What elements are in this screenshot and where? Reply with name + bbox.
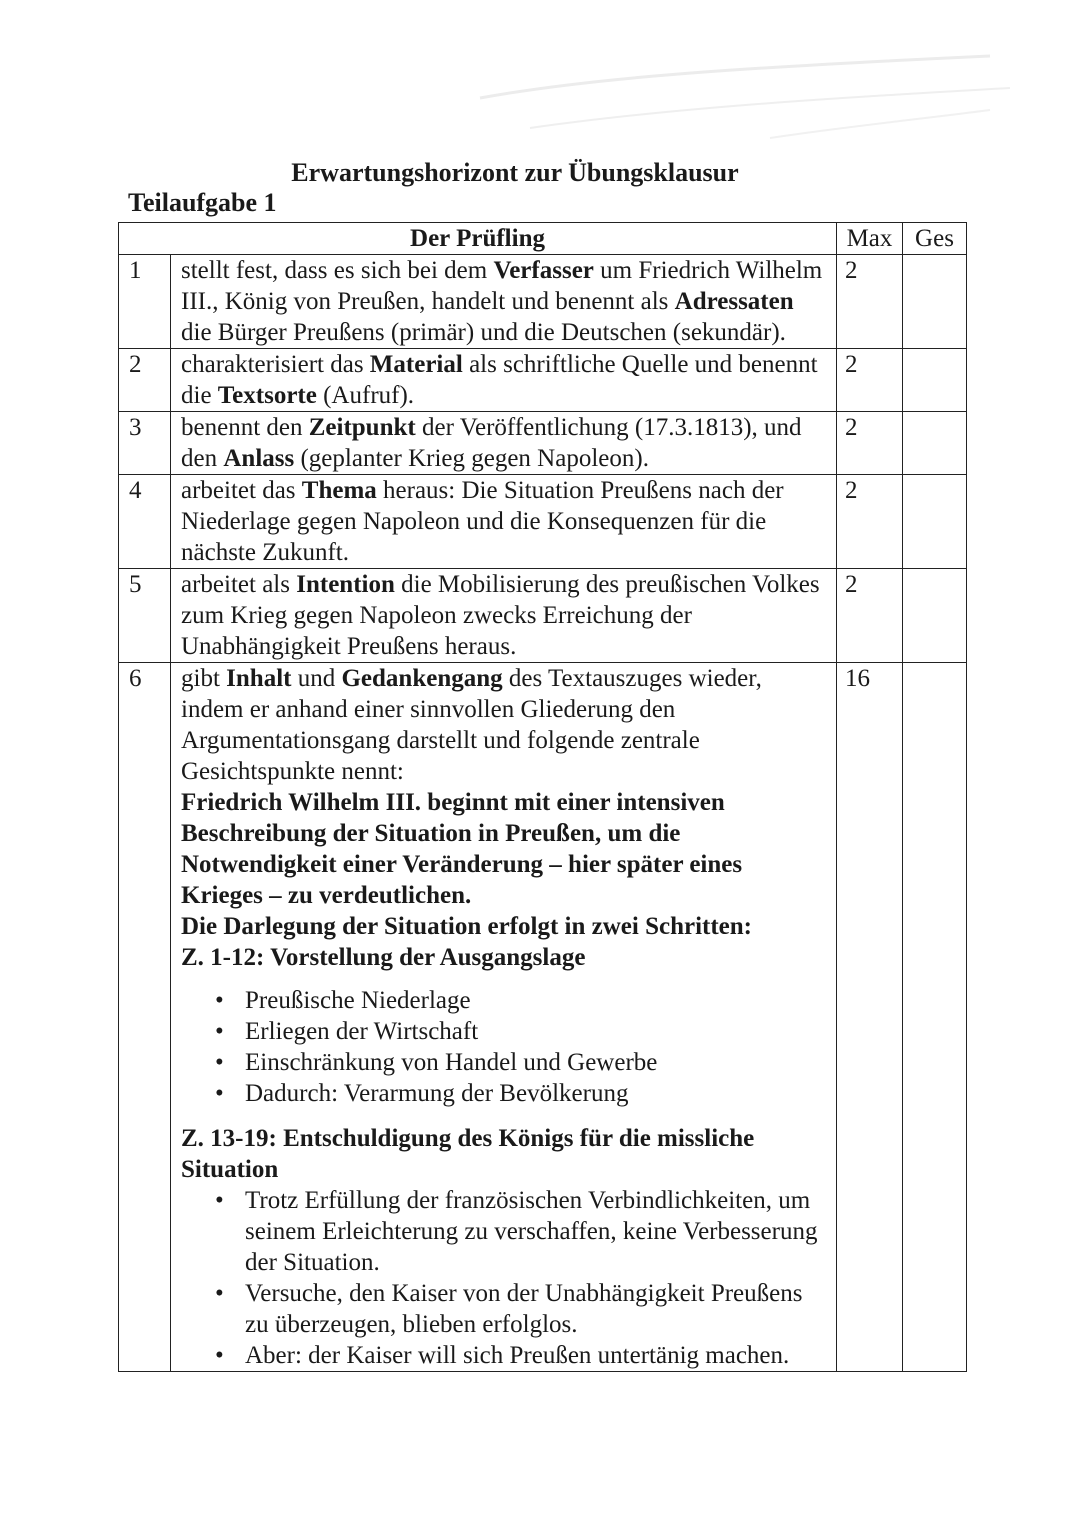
total-points-cell bbox=[903, 349, 967, 412]
text-segment: des Textauszuges wieder, indem er anhand einer sinnvollen Gliederung den Argumentationsgang darstellt und folgende zentrale Gesichtspunkte nennt: bbox=[181, 665, 762, 785]
table-row-6 bbox=[119, 663, 967, 1372]
total-points-cell bbox=[903, 475, 967, 569]
text-segment: als schriftliche Quelle und benennt die bbox=[181, 351, 818, 409]
row-number: 1 bbox=[119, 255, 171, 349]
row-content bbox=[171, 255, 837, 349]
row-number: 4 bbox=[119, 475, 171, 569]
section2-heading: Z. 13-19: Entschuldigung des Königs für die missliche Situation bbox=[181, 1125, 755, 1183]
table-header-row bbox=[119, 223, 967, 255]
bullet-point: • Aber: der Kaiser will sich Preußen untertänig machen. bbox=[245, 1340, 830, 1371]
subtask-title: Teilaufgabe 1 bbox=[128, 188, 277, 217]
row-content bbox=[171, 569, 837, 663]
document-title: Erwartungshorizont zur Übungsklausur bbox=[291, 158, 739, 187]
bold-keyword: Adressaten bbox=[674, 288, 794, 315]
table-row-2 bbox=[119, 349, 967, 412]
total-points-cell bbox=[903, 569, 967, 663]
text-segment: heraus: Die Situation Preußens nach der Niederlage gegen Napoleon und die Konsequenzen für die nächste Zukunft. bbox=[181, 477, 784, 566]
text-segment: die Mobilisierung des preußischen Volkes zum Krieg gegen Napoleon zwecks Erreichung der Unabhängigkeit Preußens heraus. bbox=[181, 571, 820, 660]
bold-keyword: Gedankengang bbox=[341, 665, 503, 692]
bold-keyword: Intention bbox=[296, 571, 395, 598]
faint-scan-marks bbox=[470, 38, 1030, 148]
text-segment: arbeitet als bbox=[181, 571, 297, 598]
table-row-4 bbox=[119, 475, 967, 569]
bold-keyword: Material bbox=[369, 351, 463, 378]
bold-steps: Die Darlegung der Situation erfolgt in zwei Schritten: bbox=[181, 913, 752, 940]
header-candidate: Der Prüfling bbox=[119, 223, 837, 255]
row-content bbox=[171, 412, 837, 475]
text-segment: der Veröffentlichung (17.3.1813), und den bbox=[181, 414, 802, 472]
text-segment: (geplanter Krieg gegen Napoleon). bbox=[294, 445, 649, 472]
bullet-point: • Preußische Niederlage bbox=[245, 985, 830, 1016]
section2-list bbox=[181, 1185, 830, 1371]
max-points: 2 bbox=[837, 412, 903, 475]
bold-keyword: Zeitpunkt bbox=[308, 414, 416, 441]
bullet-point: • Versuche, den Kaiser von der Unabhängigkeit Preußens zu überzeugen, blieben erfolglos. bbox=[245, 1278, 830, 1340]
max-points: 2 bbox=[837, 255, 903, 349]
bold-keyword: Thema bbox=[301, 477, 377, 504]
text-segment: charakterisiert das bbox=[181, 351, 370, 378]
bullet-point: • Einschränkung von Handel und Gewerbe bbox=[245, 1047, 830, 1078]
text-segment: benennt den bbox=[181, 414, 309, 441]
text-segment: gibt bbox=[181, 665, 227, 692]
bullet-point: • Trotz Erfüllung der französischen Verbindlichkeiten, um seinem Erleichterung zu verschaffen, keine Verbesserung der Situation. bbox=[245, 1185, 830, 1278]
text-segment: um Friedrich Wilhelm III., König von Preußen, handelt und benennt als bbox=[181, 257, 823, 315]
row-lead-text bbox=[181, 663, 830, 787]
table-row-1 bbox=[119, 255, 967, 349]
bold-keyword: Verfasser bbox=[493, 257, 594, 284]
row-content bbox=[171, 475, 837, 569]
max-points: 2 bbox=[837, 349, 903, 412]
row-number: 3 bbox=[119, 412, 171, 475]
header-ges: Ges bbox=[903, 223, 967, 255]
row-content bbox=[171, 663, 837, 1372]
text-segment: die Bürger Preußens (primär) und die Deutschen (sekundär). bbox=[181, 319, 786, 346]
header-max: Max bbox=[837, 223, 903, 255]
table-row-3 bbox=[119, 412, 967, 475]
bold-intro: Friedrich Wilhelm III. beginnt mit einer intensiven Beschreibung der Situation in Preußen, um die Notwendigkeit einer Veränderung – hier später eines Krieges – zu verdeutlichen. bbox=[181, 789, 743, 909]
bullet-point: • Dadurch: Verarmung der Bevölkerung bbox=[245, 1078, 830, 1109]
total-points-cell bbox=[903, 255, 967, 349]
expectation-table bbox=[118, 222, 967, 1372]
text-segment: (Aufruf). bbox=[316, 382, 415, 409]
text-segment: stellt fest, dass es sich bei dem bbox=[181, 257, 494, 284]
total-points-cell bbox=[903, 663, 967, 1372]
table-row-5 bbox=[119, 569, 967, 663]
bullet-point: • Erliegen der Wirtschaft bbox=[245, 1016, 830, 1047]
row-number: 5 bbox=[119, 569, 171, 663]
table-body bbox=[119, 255, 967, 1372]
section1-list bbox=[181, 985, 830, 1109]
max-points: 2 bbox=[837, 475, 903, 569]
max-points: 2 bbox=[837, 569, 903, 663]
max-points: 16 bbox=[837, 663, 903, 1372]
row-number: 6 bbox=[119, 663, 171, 1372]
row-number: 2 bbox=[119, 349, 171, 412]
total-points-cell bbox=[903, 412, 967, 475]
bold-keyword: Textsorte bbox=[217, 382, 317, 409]
section1-heading: Z. 1-12: Vorstellung der Ausgangslage bbox=[181, 944, 586, 971]
bold-keyword: Anlass bbox=[223, 445, 295, 472]
bold-keyword: Inhalt bbox=[226, 665, 292, 692]
text-segment: und bbox=[291, 665, 342, 692]
row-content bbox=[171, 349, 837, 412]
text-segment: arbeitet das bbox=[181, 477, 302, 504]
